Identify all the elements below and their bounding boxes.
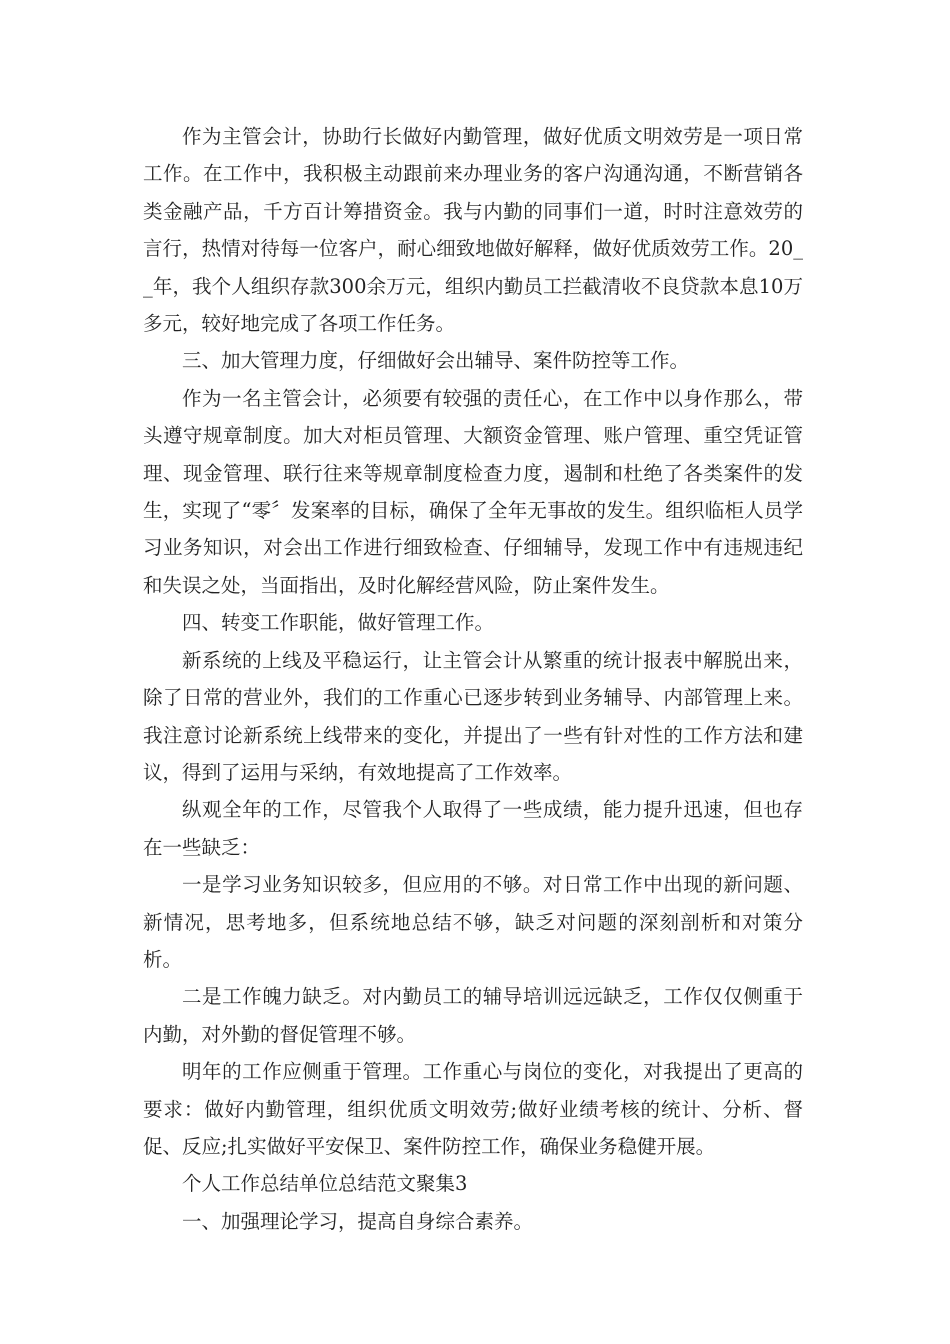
body-paragraph: 新系统的上线及平稳运行，让主管会计从繁重的统计报表中解脱出来，除了日常的营业外，我们的工作重心已逐步转到业务辅导、内部管理上来。我注意讨论新系统上线带来的变化，并提出了一些有针对性的工作方法和建议，得到了运用与采纳，有效地提高了工作效率。 bbox=[143, 648, 803, 784]
document-section-title: 个人工作总结单位总结范文聚集3 bbox=[182, 1172, 468, 1196]
body-paragraph: 一是学习业务知识较多，但应用的不够。对日常工作中出现的新问题、新情况，思考地多，但系统地总结不够，缺乏对问题的深刻剖析和对策分析。 bbox=[143, 873, 803, 971]
document-body bbox=[143, 118, 803, 1240]
section-heading: 一、加强理论学习，提高自身综合素养。 bbox=[182, 1209, 534, 1233]
body-paragraph: 二是工作魄力缺乏。对内勤员工的辅导培训远远缺乏，工作仅仅侧重于内勤，对外勤的督促管理不够。 bbox=[143, 985, 803, 1046]
body-paragraph: 纵观全年的工作，尽管我个人取得了一些成绩，能力提升迅速，但也存在一些缺乏： bbox=[143, 798, 803, 859]
body-paragraph: 作为主管会计，协助行长做好内勤管理，做好优质文明效劳是一项日常工作。在工作中，我积极主动跟前来办理业务的客户沟通沟通，不断营销各类金融产品，千方百计筹措资金。我与内勤的同事们一道，时时注意效劳的言行，热情对待每一位客户，耐心细致地做好解释，做好优质效劳工作。20__年，我个人组织存款300余万元，组织内勤员工拦截清收不良贷款本息10万多元，较好地完成了各项工作任务。 bbox=[143, 125, 803, 336]
body-paragraph: 作为一名主管会计，必须要有较强的责任心，在工作中以身作那么，带头遵守规章制度。加大对柜员管理、大额资金管理、账户管理、重空凭证管理、现金管理、联行往来等规章制度检查力度，遏制和杜绝了各类案件的发生，实现了“零〞发案率的目标，确保了全年无事故的发生。组织临柜人员学习业务知识，对会出工作进行细致检查、仔细辅导，发现工作中有违规违纪和失误之处，当面指出，及时化解经营风险，防止案件发生。 bbox=[143, 386, 803, 597]
section-heading: 三、加大管理力度，仔细做好会出辅导、案件防控等工作。 bbox=[182, 349, 690, 373]
body-paragraph: 明年的工作应侧重于管理。工作重心与岗位的变化，对我提出了更高的要求：做好内勤管理，组织优质文明效劳;做好业绩考核的统计、分析、督促、反应;扎实做好平安保卫、案件防控工作，确保业务稳健开展。 bbox=[143, 1060, 803, 1158]
section-heading: 四、转变工作职能，做好管理工作。 bbox=[182, 611, 495, 635]
